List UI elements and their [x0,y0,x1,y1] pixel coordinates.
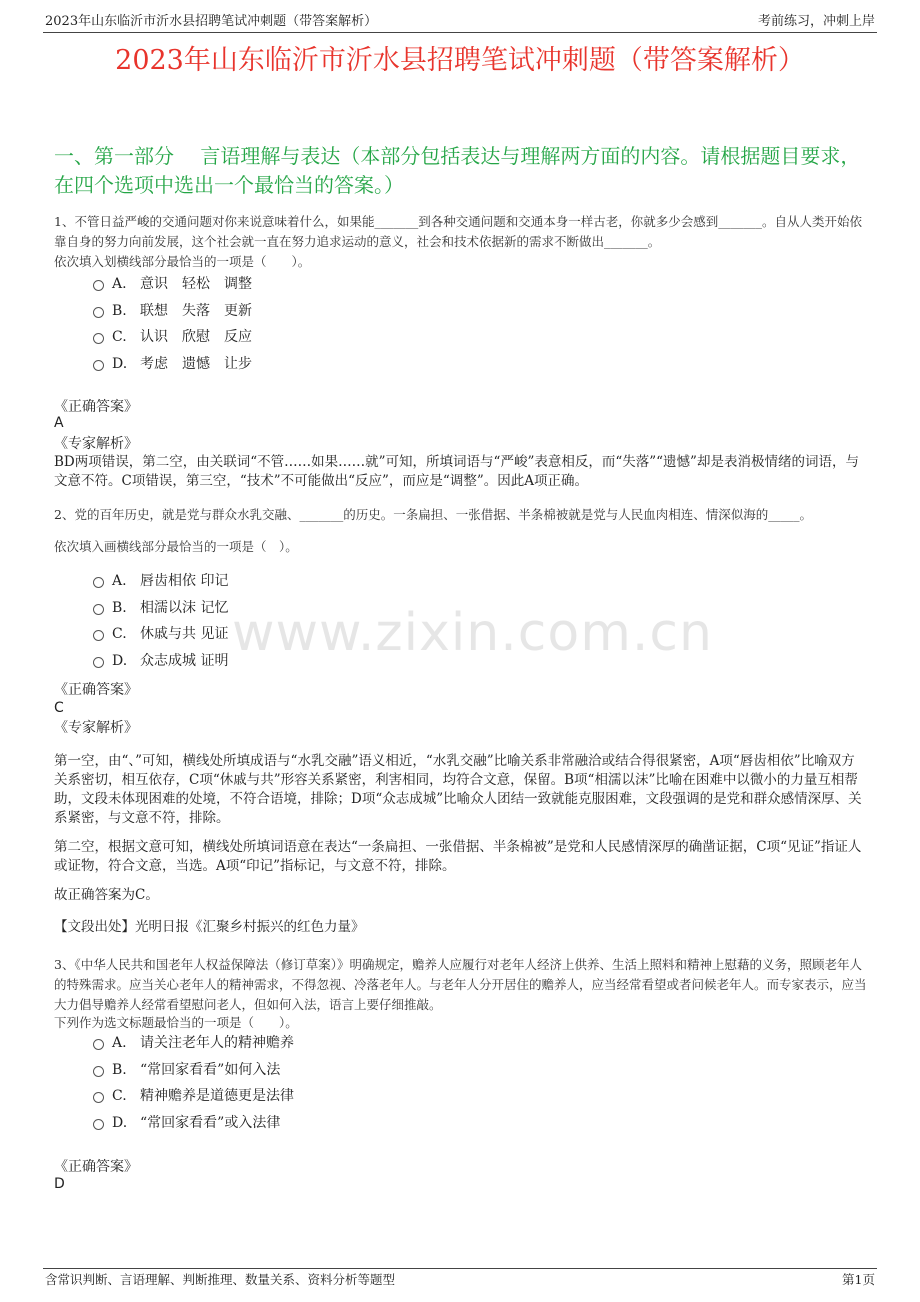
question-3-answer: D [54,1176,65,1192]
answer-label: 《正确答案》 [54,682,138,698]
question-1-prompt: 依次填入划横线部分最恰当的一项是（ ）。 [54,254,311,269]
question-3-stem: 3、《中华人民共和国老年人权益保障法（修订草案）》明确规定，赡养人应履行对老年人经济上供养、生活上照料和精神上慰藉的义务，照顾老年人的特殊需求。应当关心老年人的精神需求，不得忽视、冷落老年人。与老年人分开居住的赡养人，应当经常看望或者问候老年人。而专家表示，应当大力倡导赡养人经常看望慰问老人，但如何入法，语言上要仔细推敲。 [54,957,867,1012]
header-doc-title: 2023年山东临沂市沂水县招聘笔试冲刺题（带答案解析） [45,14,378,29]
option-a[interactable]: A. 意识 轻松 调整 [93,271,252,298]
answer-label: 《正确答案》 [54,1159,138,1175]
radio-icon[interactable] [93,1119,104,1130]
section-heading: 一、第一部分 言语理解与表达（本部分包括表达与理解两方面的内容。请根据题目要求，在四个选项中选出一个最恰当的答案。） [54,144,861,197]
question-2-options [93,568,228,674]
question-2-stem: 2、党的百年历史，就是党与群众水乳交融、_______的历史。一条扁担、一张借据、半条棉被就是党与人民血肉相连、情深似海的_____。 [54,507,812,522]
option-d[interactable]: D. 考虑 遗憾 让步 [93,351,252,378]
question-2-analysis-p3: 故正确答案为C。 [54,887,159,903]
option-b[interactable]: B. “常回家看看”如何入法 [93,1057,294,1084]
option-d[interactable]: D. “常回家看看”或入法律 [93,1110,294,1137]
radio-icon[interactable] [93,577,104,588]
question-3-prompt: 下列作为选文标题最恰当的一项是（ ）。 [54,1015,298,1030]
radio-icon[interactable] [93,333,104,344]
option-c[interactable]: C. 认识 欣慰 反应 [93,324,252,351]
option-a[interactable]: A. 请关注老年人的精神赡养 [93,1030,294,1057]
option-a[interactable]: A. 唇齿相依 印记 [93,568,228,595]
option-c[interactable]: C. 休戚与共 见证 [93,621,228,648]
radio-icon[interactable] [93,280,104,291]
question-2-answer: C [54,700,64,716]
question-2-source: 【文段出处】光明日报《汇聚乡村振兴的红色力量》 [54,919,365,935]
analysis-label: 《专家解析》 [54,436,138,452]
question-1-answer: A [54,415,64,431]
radio-icon[interactable] [93,657,104,668]
question-2-prompt: 依次填入画横线部分最恰当的一项是（ ）。 [54,539,298,554]
page-title: 2023年山东临沂市沂水县招聘笔试冲刺题（带答案解析） [115,45,805,76]
footer-note: 含常识判断、言语理解、判断推理、数量关系、资料分析等题型 [45,1272,396,1287]
radio-icon[interactable] [93,1092,104,1103]
page-number: 第1页 [842,1272,875,1287]
question-1-options [93,271,252,377]
page-header [43,12,877,33]
question-1-stem: 1、不管日益严峻的交通问题对你来说意味着什么，如果能_______到各种交通问题和交通本身一样古老，你就多少会感到_______。自从人类开始依靠自身的努力向前发展，这个社会就一直在努力追求运动的意义，社会和技术依据新的需求不断做出_______。 [54,214,862,249]
option-c[interactable]: C. 精神赡养是道德更是法律 [93,1083,294,1110]
radio-icon[interactable] [93,1039,104,1050]
answer-label: 《正确答案》 [54,399,138,415]
radio-icon[interactable] [93,630,104,641]
option-d[interactable]: D. 众志成城 证明 [93,648,228,675]
radio-icon[interactable] [93,307,104,318]
analysis-label: 《专家解析》 [54,720,138,736]
question-2-analysis-p1: 第一空，由“、”可知，横线处所填成语与“水乳交融”语义相近，“水乳交融”比喻关系非常融洽或结合得很紧密，A项“唇齿相依”比喻双方关系密切，相互依存，C项“休戚与共”形容关系紧密，利害相同，均符合文意，保留。B项“相濡以沫”比喻在困难中以微小的力量互相帮助，文段未体现困难的处境，不符合语境，排除；D项“众志成城”比喻众人团结一致就能克服困难，文段强调的是党和群众感情深厚、关系紧密，与文意不符，排除。 [54,753,862,826]
page-footer [43,1268,877,1289]
option-b[interactable]: B. 联想 失落 更新 [93,298,252,325]
question-3-options [93,1030,294,1136]
header-slogan: 考前练习，冲刺上岸 [757,14,875,29]
radio-icon[interactable] [93,604,104,615]
radio-icon[interactable] [93,1066,104,1077]
radio-icon[interactable] [93,360,104,371]
question-2-analysis-p2: 第二空，根据文意可知，横线处所填词语意在表达“一条扁担、一张借据、半条棉被”是党和人民感情深厚的确凿证据，C项“见证”指证人或证物，符合文意，当选。A项“印记”指标记，与文意不符，排除。 [54,839,862,874]
option-b[interactable]: B. 相濡以沫 记忆 [93,595,228,622]
watermark: www.zixin.com.cn [232,603,713,663]
question-1-analysis: BD两项错误，第二空，由关联词“不管……如果……就”可知，所填词语与“严峻”表意相反，而“失落”“遗憾”却是表消极情绪的词语，与文意不符。C项错误，第三空，“技术”不可能做出“反应”，而应是“调整”。因此A项正确。 [54,454,859,489]
